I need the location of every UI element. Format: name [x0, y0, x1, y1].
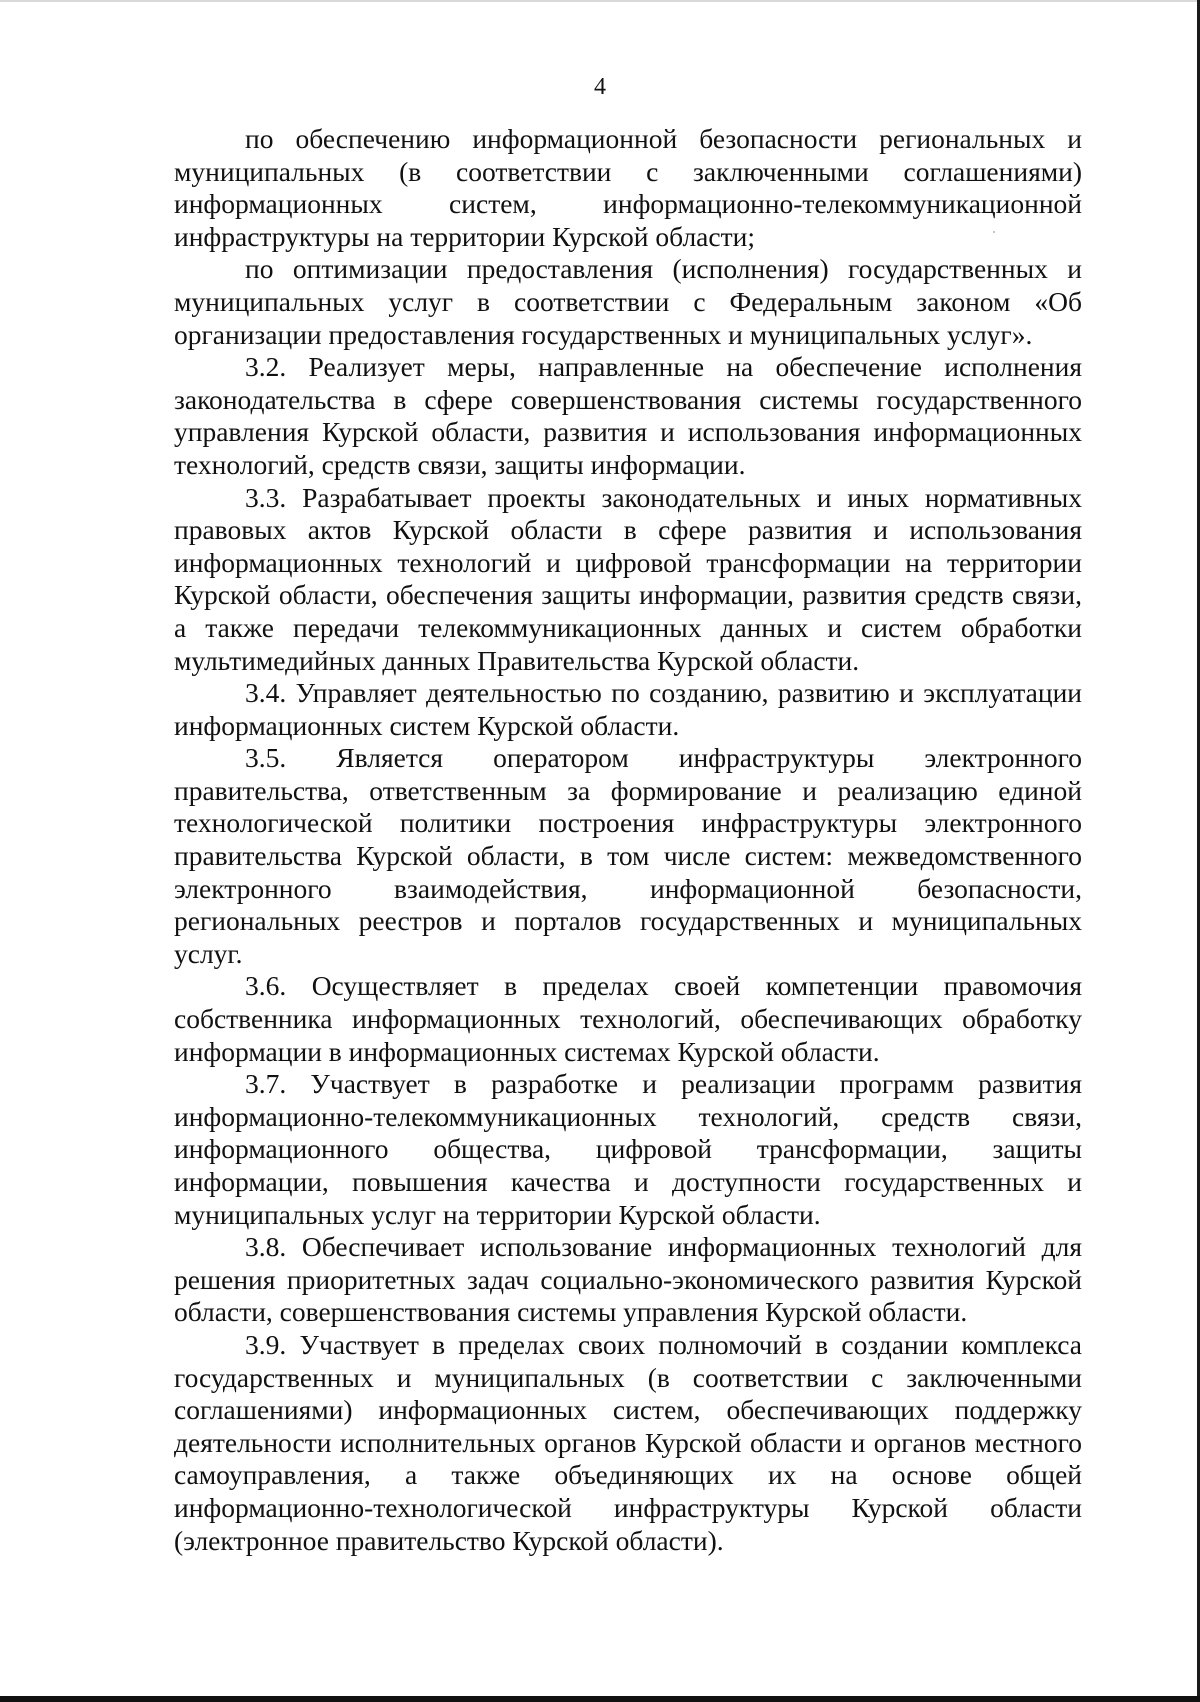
scan-bottom-edge — [0, 1696, 1200, 1702]
paragraph-3-5: 3.5. Является оператором инфраструктуры электронного правительства, ответственным за формирование и реализацию единой технологической политики построения инфраструктуры электронного правительства Курской области, в том числе систем: межведомственного электронного взаимодействия, информационной безопасности, региональных реестров и порталов государственных и муниципальных услуг. — [174, 742, 1082, 969]
paragraph-3-2: 3.2. Реализует меры, направленные на обеспечение исполнения законодательства в сфере совершенствования системы государственного управления Курской области, развития и использования информационных технологий, средств связи, защиты информации. — [174, 351, 1082, 480]
paragraph-3-8: 3.8. Обеспечивает использование информационных технологий для решения приоритетных задач социально-экономического развития Курской области, совершенствования системы управления Курской области. — [174, 1231, 1082, 1328]
document-body — [174, 123, 1082, 1557]
paragraph-security: по обеспечению информационной безопасности региональных и муниципальных (в соответствии с заключенными соглашениями) информационных систем, информационно-телекоммуникационной инфраструктуры на территории Курской области; — [174, 123, 1082, 252]
scan-top-edge — [0, 0, 1200, 2]
paragraph-services-optimization: по оптимизации предоставления (исполнения) государственных и муниципальных услуг в соответствии с Федеральным законом «Об организации предоставления государственных и муниципальных услуг». — [174, 253, 1082, 350]
page-number: 4 — [594, 74, 606, 100]
paragraph-3-3: 3.3. Разрабатывает проекты законодательных и иных нормативных правовых актов Курской области в сфере развития и использования информационных технологий и цифровой трансформации на территории Курской области, обеспечения защиты информации, развития средств связи, а также передачи телекоммуникационных данных и систем обработки мультимедийных данных Правительства Курской области. — [174, 481, 1082, 676]
paragraph-3-4: 3.4. Управляет деятельностью по созданию, развитию и эксплуатации информационных систем Курской области. — [174, 677, 1082, 741]
paragraph-3-9: 3.9. Участвует в пределах своих полномочий в создании комплекса государственных и муниципальных (в соответствии с заключенными соглашениями) информационных систем, обеспечивающих поддержку деятельности исполнительных органов Курской области и органов местного самоуправления, а также объединяющих их на основе общей информационно-технологической инфраструктуры Курской области (электронное правительство Курской области). — [174, 1328, 1082, 1556]
paragraph-3-6: 3.6. Осуществляет в пределах своей компетенции правомочия собственника информационных технологий, обеспечивающих обработку информации в информационных системах Курской области. — [174, 970, 1082, 1067]
paragraph-3-7: 3.7. Участвует в разработке и реализации программ развития информационно-телекоммуникационных технологий, средств связи, информационного общества, цифровой трансформации, защиты информации, повышения качества и доступности государственных и муниципальных услуг на территории Курской области. — [174, 1068, 1082, 1230]
